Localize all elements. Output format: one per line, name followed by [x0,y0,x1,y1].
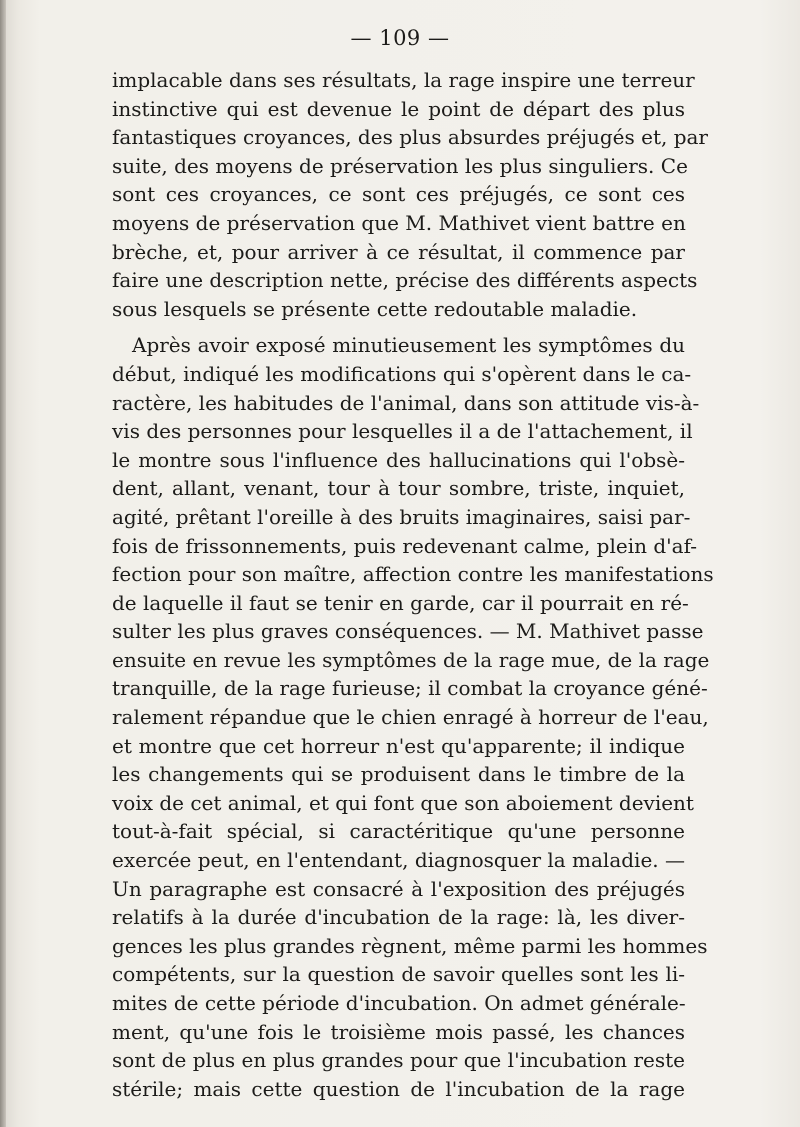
text-line: début, indiqué les modifications qui s'opèrent dans le ca- [112,361,692,386]
text-line: compétents, sur la question de savoir quelles sont les li- [112,962,685,987]
page-number: — 109 — [350,26,450,50]
text-line: gences les plus grandes règnent, même parmi les hommes [112,933,708,958]
text-line: faire une description nette, précise des différents aspects [112,268,698,293]
text-line: stérile; mais cette question de l'incubation de la rage [112,1076,685,1101]
text-line: Un paragraphe est consacré à l'exposition des préjugés [112,876,685,901]
paragraph-1 [112,66,708,323]
body-text [112,66,714,1103]
text-line: fois de frissonnements, puis redevenant calme, plein d'af- [112,533,698,558]
text-line: tranquille, de la rage furieuse; il combat la croyance géné- [112,676,708,701]
text-line: implacable dans ses résultats, la rage inspire une terreur [112,68,695,92]
text-line: moyens de préservation que M. Mathivet vient battre en [112,210,686,235]
text-line: ensuite en revue les symptômes de la rage mue, de la rage [112,647,710,672]
text-line: fantastiques croyances, des plus absurdes préjugés et, par [112,125,708,150]
text-line: et montre que cet horreur n'est qu'apparente; il indique [112,733,685,758]
text-line: mites de cette période d'incubation. On admet générale- [112,991,686,1015]
text-line: les changements qui se produisent dans le timbre de la [112,762,685,787]
text-line: ralement répandue que le chien enragé à horreur de l'eau, [112,705,709,730]
text-line: sulter les plus graves conséquences. — M. Mathivet passe [112,619,704,644]
text-line: suite, des moyens de préservation les plus singuliers. Ce [112,153,688,178]
text-line: sous lesquels se présente cette redoutable maladie. [112,296,638,321]
text-line: brèche, et, pour arriver à ce résultat, il commence par [112,239,685,264]
text-line: vis des personnes pour lesquelles il a de l'attachement, il [112,419,693,444]
text-line: agité, prêtant l'oreille à des bruits imaginaires, saisi par- [112,504,691,529]
text-line: sont de plus en plus grandes pour que l'incubation reste [112,1048,685,1073]
text-line: exercée peut, en l'entendant, diagnosquer la maladie. — [112,848,685,873]
text-line: tout-à-fait spécial, si caractéritique qu'une personne [112,819,685,844]
text-line: fection pour son maître, affection contre les manifestations [112,562,714,587]
binding-edge [0,0,6,1127]
paragraph-gap [112,323,685,331]
paragraph-2 [112,331,714,1103]
text-line: dent, allant, venant, tour à tour sombre, triste, inquiet, [112,476,685,501]
text-line: voix de cet animal, et qui font que son aboiement devient [112,790,694,815]
text-line: relatifs à la durée d'incubation de la rage: là, les diver- [112,905,685,930]
text-line: instinctive qui est devenue le point de départ des plus [112,96,685,121]
text-line: ment, qu'une fois le troisième mois passé, les chances [112,1019,685,1044]
text-line: sont ces croyances, ce sont ces préjugés, ce sont ces [112,182,685,207]
text-line: ractère, les habitudes de l'animal, dans son attitude vis-à- [112,390,700,415]
text-line: le montre sous l'influence des hallucinations qui l'obsè- [112,447,685,472]
text-line: Après avoir exposé minutieusement les symptômes du [132,333,685,358]
text-line: de laquelle il faut se tenir en garde, car il pourrait en ré- [112,590,689,615]
